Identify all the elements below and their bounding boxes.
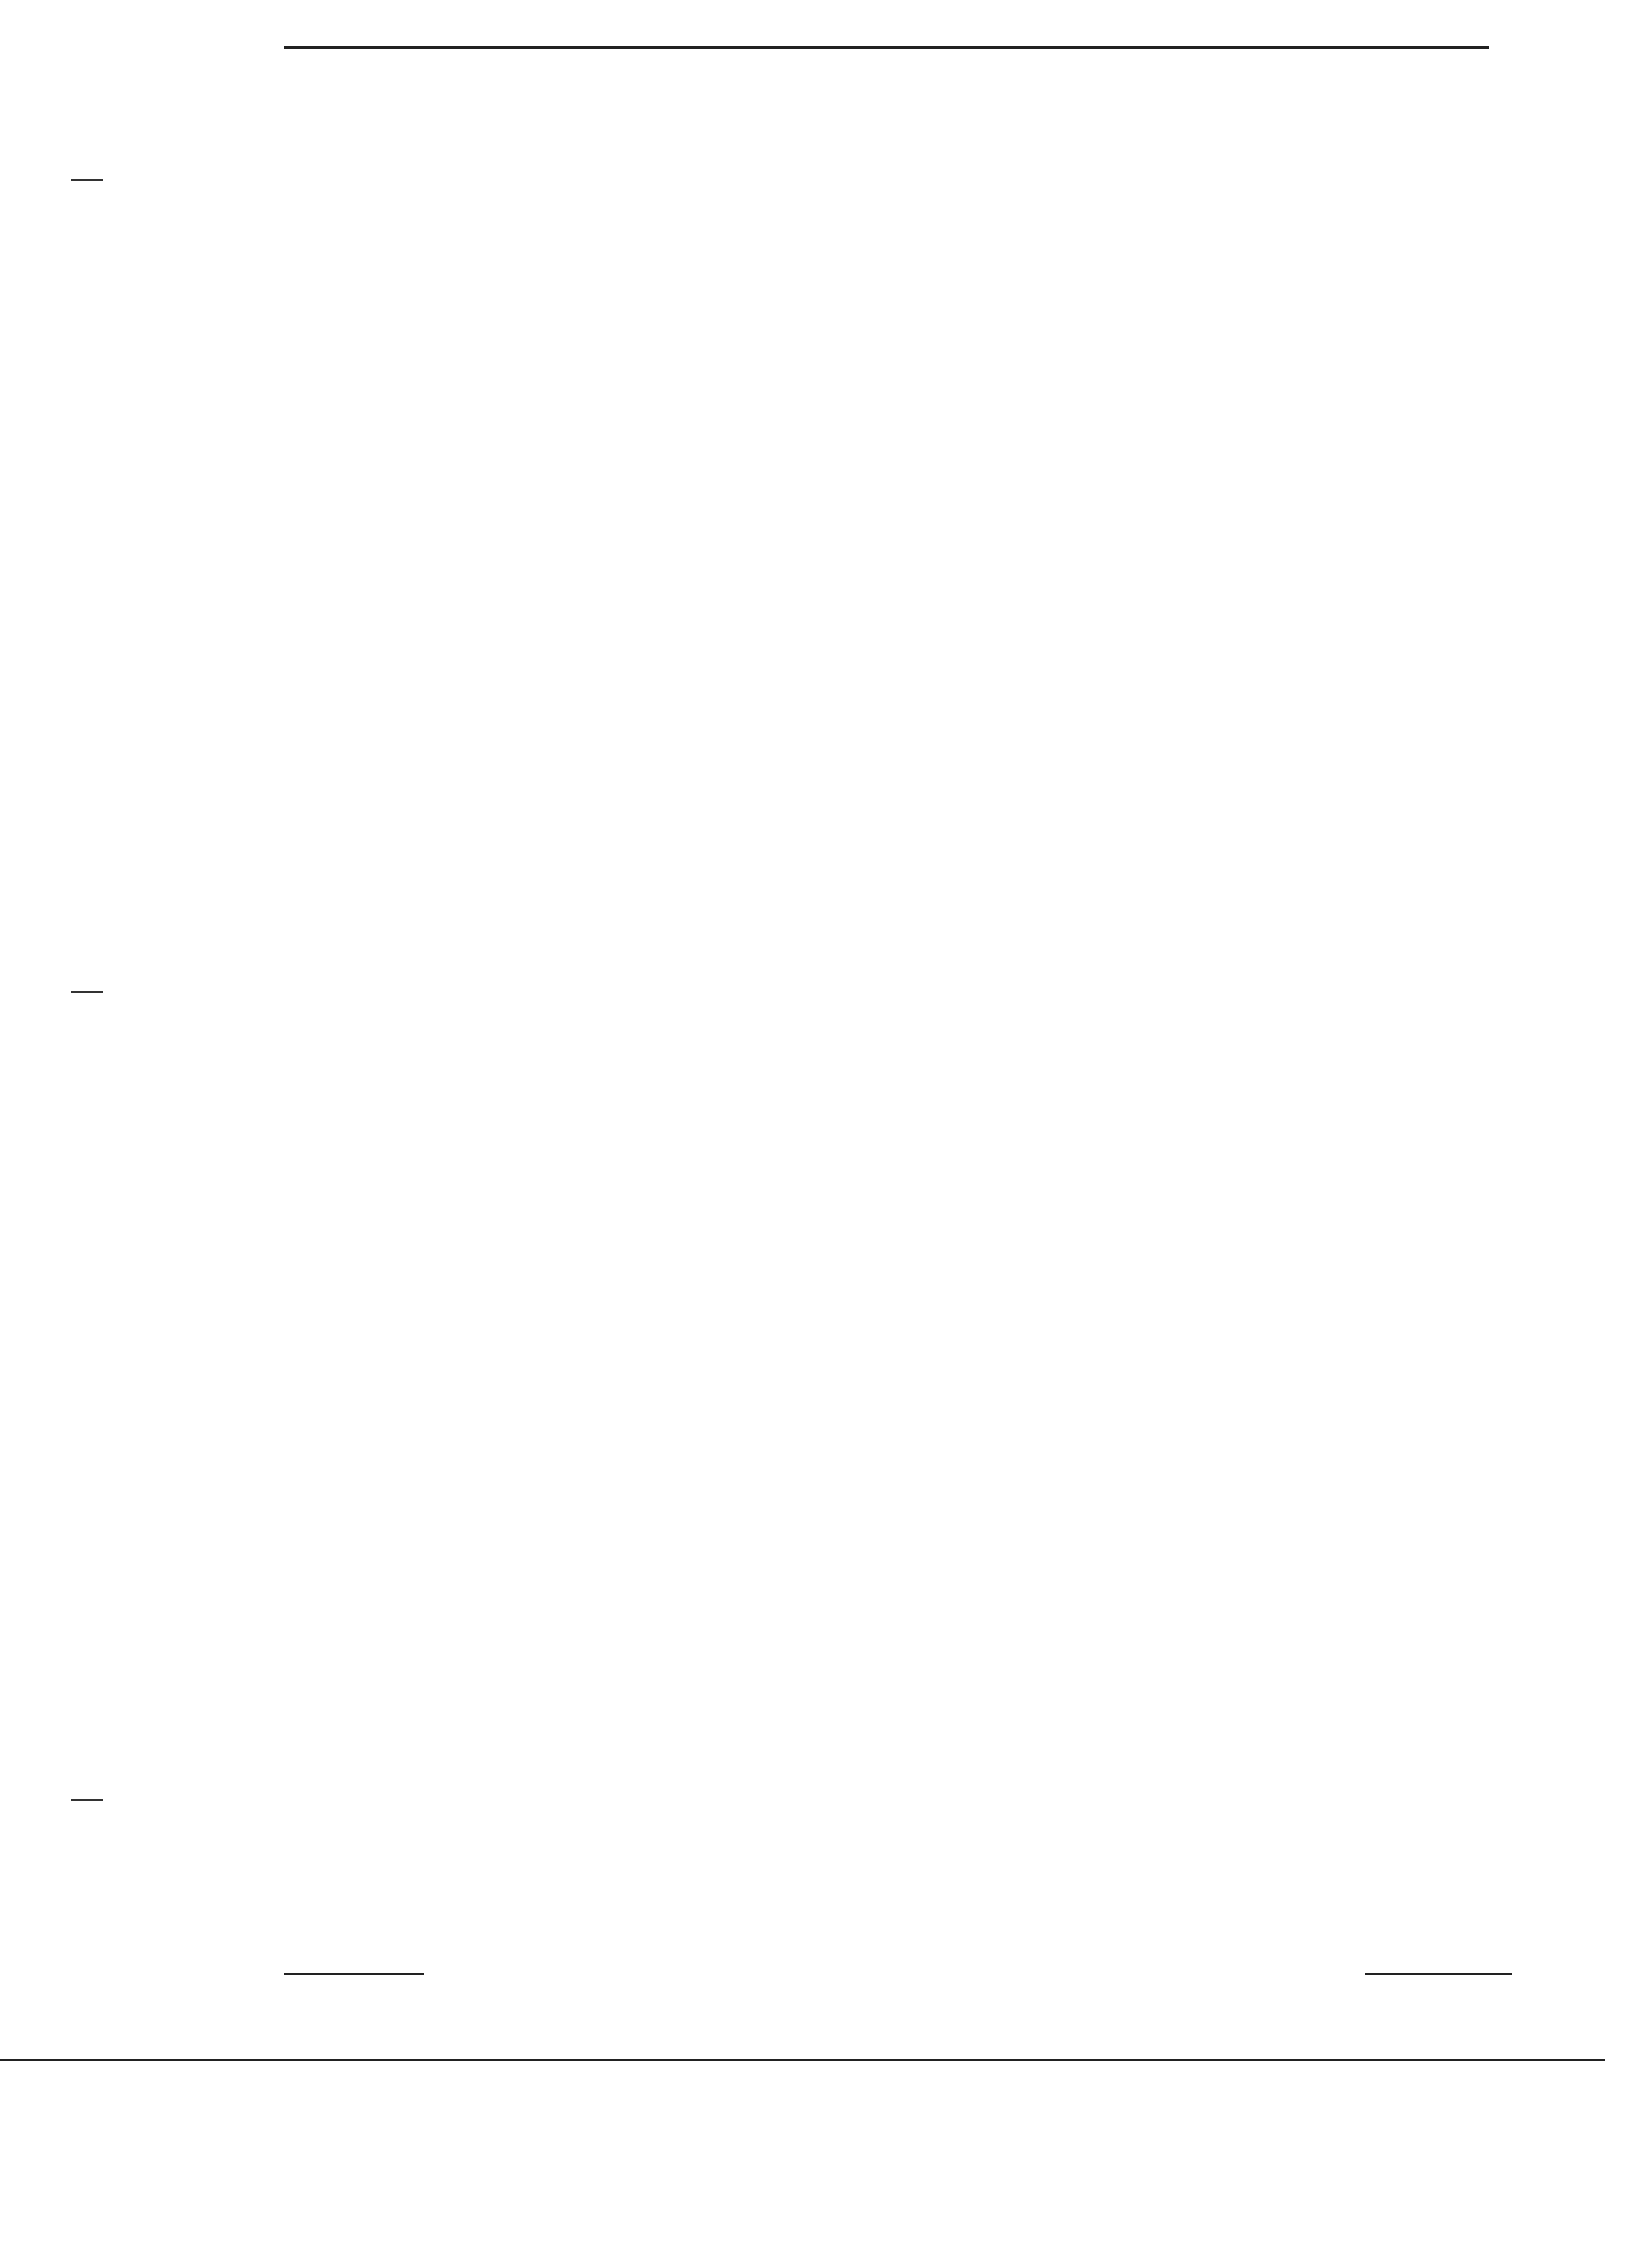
- bottom-rule: [0, 2059, 1605, 2061]
- footer-rule-right: [1365, 1973, 1512, 1975]
- margin-mark-1: [71, 179, 103, 181]
- footer-rule-left: [284, 1973, 424, 1975]
- top-rule: [284, 46, 1489, 49]
- margin-mark-2: [71, 991, 103, 993]
- section-heading: [351, 555, 381, 584]
- margin-mark-3: [71, 1799, 103, 1801]
